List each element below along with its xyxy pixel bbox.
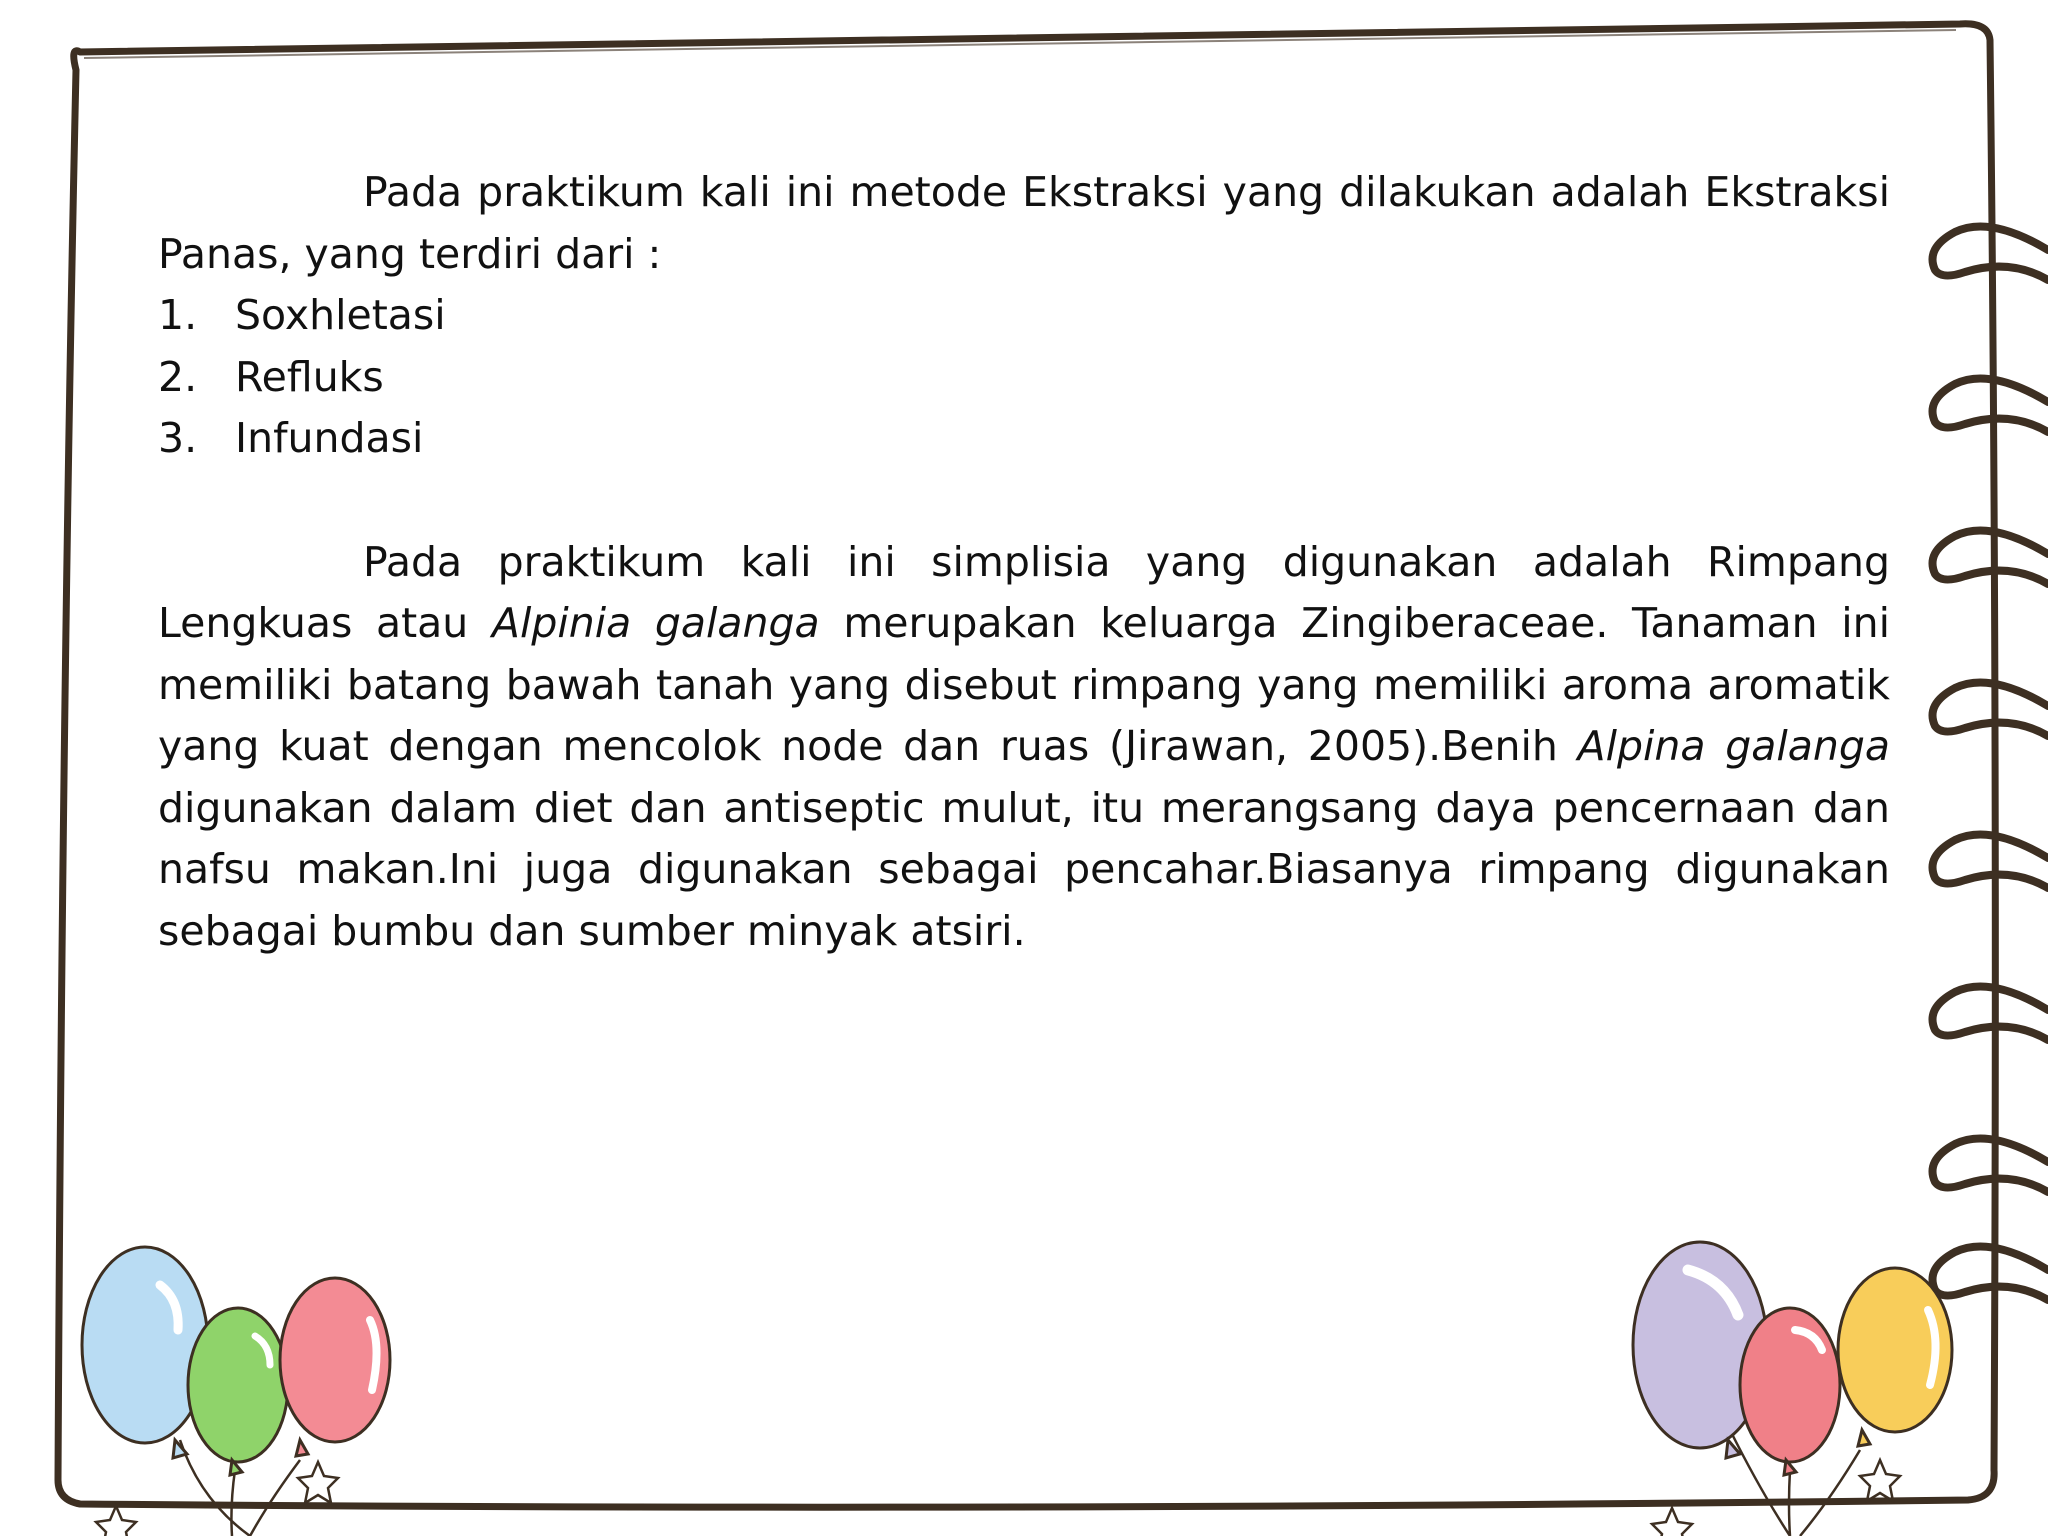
description-text: digunakan dalam diet dan antiseptic mulut, itu merangsang daya pencernaan dan nafsu makan.Ini juga digunakan sebagai pencahar.Biasanya rimpang digunakan sebagai bumbu dan sumber minyak atsiri. [158, 783, 1890, 955]
list-item-number: 1. [158, 291, 198, 339]
list-item-label: Infundasi [235, 414, 424, 462]
species-name: Alpina galanga [1577, 722, 1890, 770]
balloon-blue-icon [82, 1247, 208, 1443]
description-text: Pada praktikum kali ini simplisia yang digunakan adalah Rimpang Lengkuas atau [158, 537, 1890, 647]
species-name: Alpinia galanga [491, 599, 820, 647]
list-item-label: Soxhletasi [235, 291, 446, 339]
paragraph-spacer [158, 470, 1890, 532]
list-item-label: Refluks [235, 352, 384, 401]
balloon-green-icon [188, 1308, 288, 1462]
extraction-methods-list [158, 285, 1890, 470]
list-item-number: 3. [158, 414, 198, 462]
description-text: merupakan keluarga Zingiberaceae. Tanaman ini memiliki batang bawah tanah yang disebut rimpang yang memiliki aroma aromatik yang kuat dengan mencolok node dan ruas (Jirawan, 2005).Benih [158, 599, 1890, 770]
star-icon [96, 1506, 136, 1536]
list-item [158, 347, 1890, 409]
list-item-number: 2. [158, 352, 198, 401]
page-content [158, 162, 1890, 962]
star-icon [1652, 1508, 1692, 1536]
list-item [158, 285, 1890, 347]
description-paragraph [158, 532, 1890, 963]
list-item [158, 408, 1890, 470]
intro-paragraph: Pada praktikum kali ini metode Ekstraksi yang dilakukan adalah Ekstraksi Panas, yang terdiri dari : [158, 168, 1890, 278]
balloon-pink-icon [1740, 1308, 1840, 1462]
